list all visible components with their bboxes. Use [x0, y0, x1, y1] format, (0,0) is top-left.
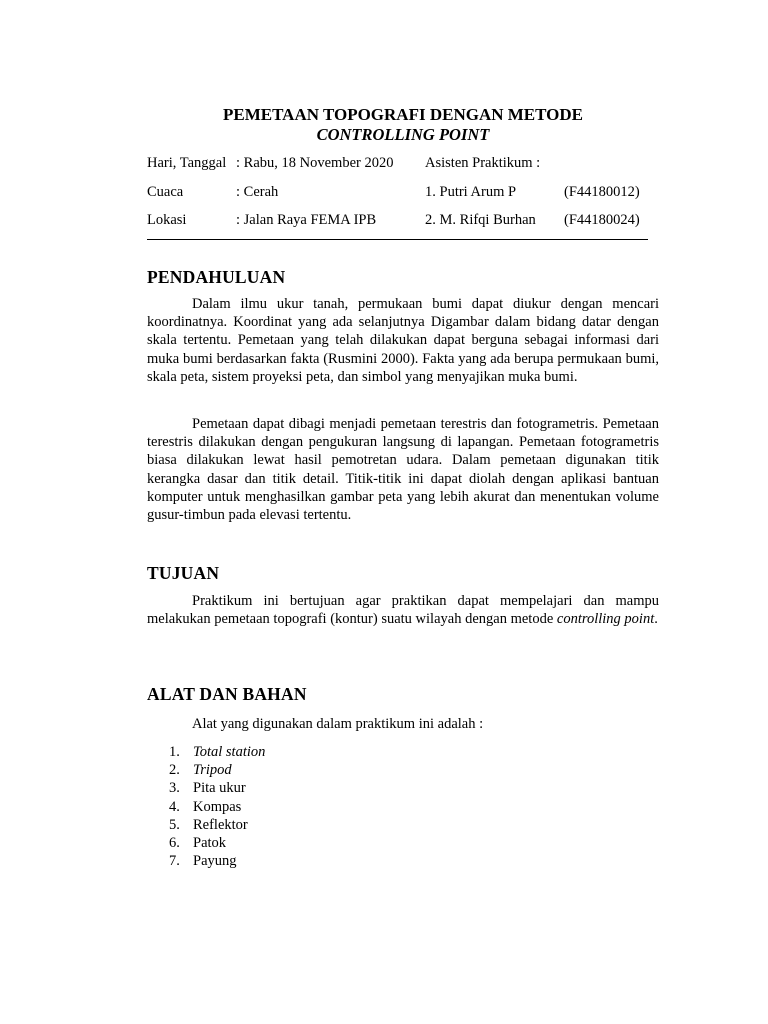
info-label: Lokasi — [147, 212, 187, 228]
info-row-date — [147, 153, 659, 173]
paragraph-tujuan — [147, 592, 659, 628]
list-label: Payung — [193, 853, 237, 870]
header-divider — [147, 239, 648, 240]
tujuan-end: . — [654, 611, 658, 628]
heading-pendahuluan: PENDAHULUAN — [147, 267, 286, 287]
info-value: : Rabu, 18 November 2020 — [236, 155, 394, 171]
list-number: 5. — [169, 816, 180, 833]
tujuan-method: controlling point — [556, 611, 655, 628]
list-number: 1. — [169, 744, 180, 760]
assistant-nim: (F44180012) — [564, 184, 640, 200]
tujuan-text: Praktikum ini bertujuan agar praktikan dapat mempelajari dan mampu melakukan pemetaan topografi (kontur) suatu wilayah dengan metode — [147, 593, 659, 628]
info-value: : Cerah — [236, 184, 279, 200]
list-number: 2. — [169, 762, 180, 779]
assistant-name: 2. M. Rifqi Burhan — [425, 212, 536, 228]
list-label: Total station — [193, 744, 266, 760]
list-number: 7. — [169, 853, 180, 870]
list-number: 3. — [169, 780, 180, 797]
assistant-name: 1. Putri Arum P — [425, 184, 517, 200]
heading-alat-dan-bahan: ALAT DAN BAHAN — [147, 684, 307, 704]
list-label: Kompas — [193, 798, 242, 815]
alat-intro: Alat yang digunakan dalam praktikum ini adalah : — [192, 716, 484, 732]
document-title: PEMETAAN TOPOGRAFI DENGAN METODE — [222, 105, 584, 124]
list-label: Patok — [193, 834, 227, 851]
list-label: Tripod — [193, 762, 232, 779]
list-label: Pita ukur — [193, 780, 246, 797]
heading-tujuan: TUJUAN — [147, 563, 220, 583]
assistant-nim: (F44180024) — [564, 212, 640, 228]
paragraph-pendahuluan-2: Pemetaan dapat dibagi menjadi pemetaan terestris dan fotogrametris. Pemetaan terestris dilakukan dengan pengukuran langsung di lapangan. Pemetaan fotogrametris biasa dilakukan lewat hasil pemotretan udara. Dalam pemetaan digunakan titik kerangka dasar dan titik detail. Titik-titik ini dapat diolah dengan aplikasi bantuan komputer untuk menghasilkan gambar peta yang lebih akurat dan menentukan volume gusur-timbun pada elevasi tertentu. — [147, 416, 659, 524]
info-row-location — [147, 210, 659, 230]
list-label: Reflektor — [193, 816, 248, 833]
info-label: Cuaca — [147, 184, 184, 200]
info-value: : Jalan Raya FEMA IPB — [236, 212, 377, 228]
list-number: 4. — [169, 798, 180, 815]
info-row-weather — [147, 182, 659, 202]
list-number: 6. — [169, 834, 180, 851]
info-label: Hari, Tanggal — [147, 155, 227, 171]
paragraph-pendahuluan-1: Dalam ilmu ukur tanah, permukaan bumi dapat diukur dengan mencari koordinatnya. Koordinat yang ada selanjutnya Digambar dalam bidang datar dengan skala tertentu. Pemetaan yang telah dilakukan dapat berguna sebagai informasi dari muka bumi berdasarkan fakta (Rusmini 2000). Fakta yang ada berupa permukaan bumi, skala peta, sistem proyeksi peta, dan simbol yang menyajikan muka bumi. — [147, 296, 659, 385]
assistant-heading: Asisten Praktikum : — [425, 155, 541, 171]
document-subtitle: CONTROLLING POINT — [316, 125, 490, 144]
